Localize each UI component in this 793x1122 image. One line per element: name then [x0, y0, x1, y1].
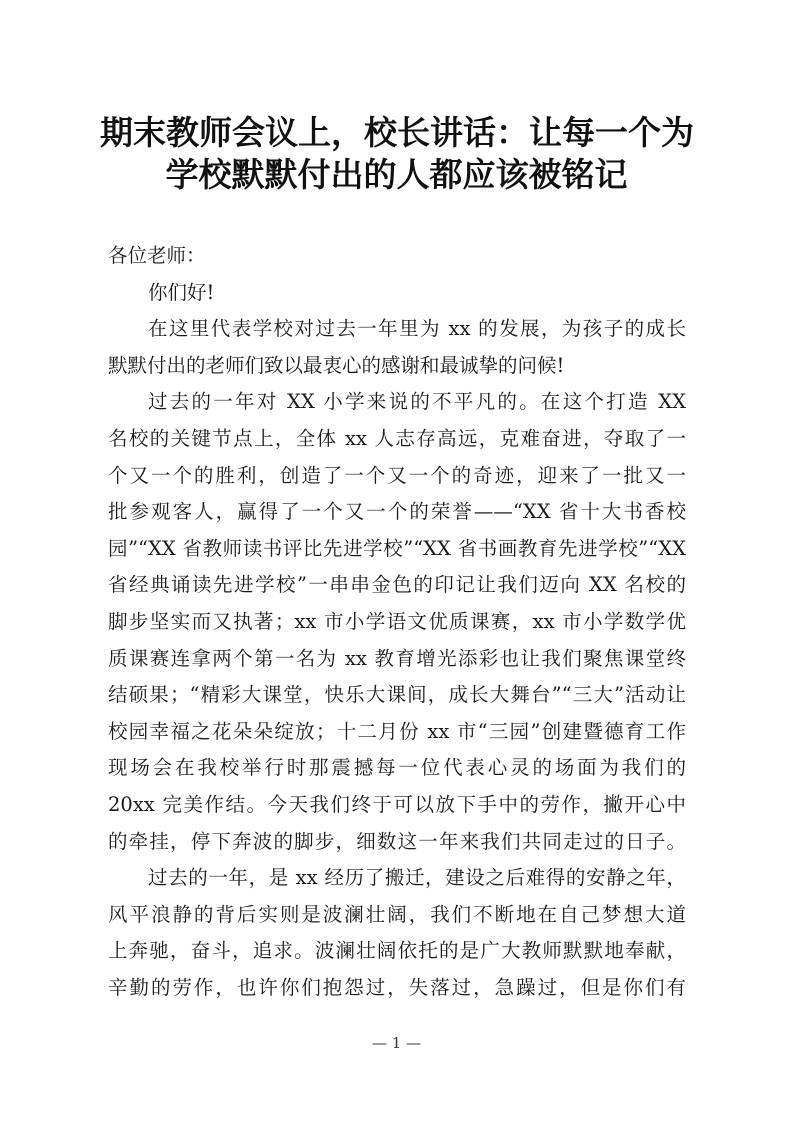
- paragraph-1-line-2: 默默付出的老师们致以最衷心的感谢和最诚挚的问候!: [108, 353, 565, 377]
- paragraph-2-line-3: 个又一个的胜利，创造了一个又一个的奇迹，迎来了一批又一: [108, 463, 686, 487]
- salutation: 各位老师：: [108, 244, 206, 267]
- paragraph-3-line-3: 上奔驰，奋斗，追求。波澜壮阔依托的是广大教师默默地奉献，: [108, 939, 686, 963]
- document-title: [100, 112, 693, 196]
- paragraph-3-line-4: 辛勤的劳作，也许你们抱怨过，失落过，急躁过，但是你们有: [108, 975, 686, 999]
- paragraph-2-line-8: 质课赛连拿两个第一名为 xx 教育增光添彩也让我们聚焦课堂终: [108, 646, 686, 670]
- paragraph-2-line-1: 过去的一年对 XX 小学来说的不平凡的。在这个打造 XX: [148, 390, 686, 414]
- paragraph-1-line-1: 在这里代表学校对过去一年里为 xx 的发展，为孩子的成长: [148, 317, 686, 341]
- paragraph-2-line-6: 省经典诵读先进学校”一串串金色的印记让我们迈向 XX 名校的: [108, 573, 686, 597]
- greeting: 你们好!: [148, 280, 215, 304]
- paragraph-3-line-2: 风平浪静的背后实则是波澜壮阔，我们不断地在自己梦想大道: [108, 902, 686, 926]
- paragraph-2-line-4: 批参观客人，赢得了一个又一个的荣誉——“XX 省十大书香校: [108, 500, 686, 524]
- paragraph-3-line-1: 过去的一年，是 xx 经历了搬迁，建设之后难得的安静之年，: [148, 866, 686, 890]
- paragraph-2-line-10: 校园幸福之花朵朵绽放；十二月份 xx 市“三园”创建暨德育工作: [108, 719, 686, 743]
- paragraph-2-line-11: 现场会在我校举行时那震撼每一位代表心灵的场面为我们的: [108, 756, 686, 780]
- paragraph-2-line-7: 脚步坚实而又执著；xx 市小学语文优质课赛，xx 市小学数学优: [108, 609, 686, 633]
- page-number: — 1 —: [371, 1034, 422, 1052]
- paragraph-2-line-9: 结硕果；“精彩大课堂，快乐大课间，成长大舞台”“三大”活动让: [108, 683, 686, 707]
- title-line-2: 学校默默付出的人都应该被铭记: [165, 155, 628, 194]
- paragraph-2-line-2: 名校的关键节点上，全体 xx 人志存高远，克难奋进，夺取了一: [108, 426, 686, 450]
- paragraph-2-line-12: 20xx 完美作结。今天我们终于可以放下手中的劳作，撇开心中: [108, 792, 686, 816]
- title-line-1: 期末教师会议上，校长讲话：让每一个为: [100, 113, 694, 152]
- document-body: [108, 238, 686, 1006]
- paragraph-2-line-5: 园”“XX 省教师读书评比先进学校”“XX 省书画教育先进学校”“XX: [108, 536, 686, 560]
- paragraph-2-line-13: 的牵挂，停下奔波的脚步，细数这一年来我们共同走过的日子。: [108, 829, 686, 853]
